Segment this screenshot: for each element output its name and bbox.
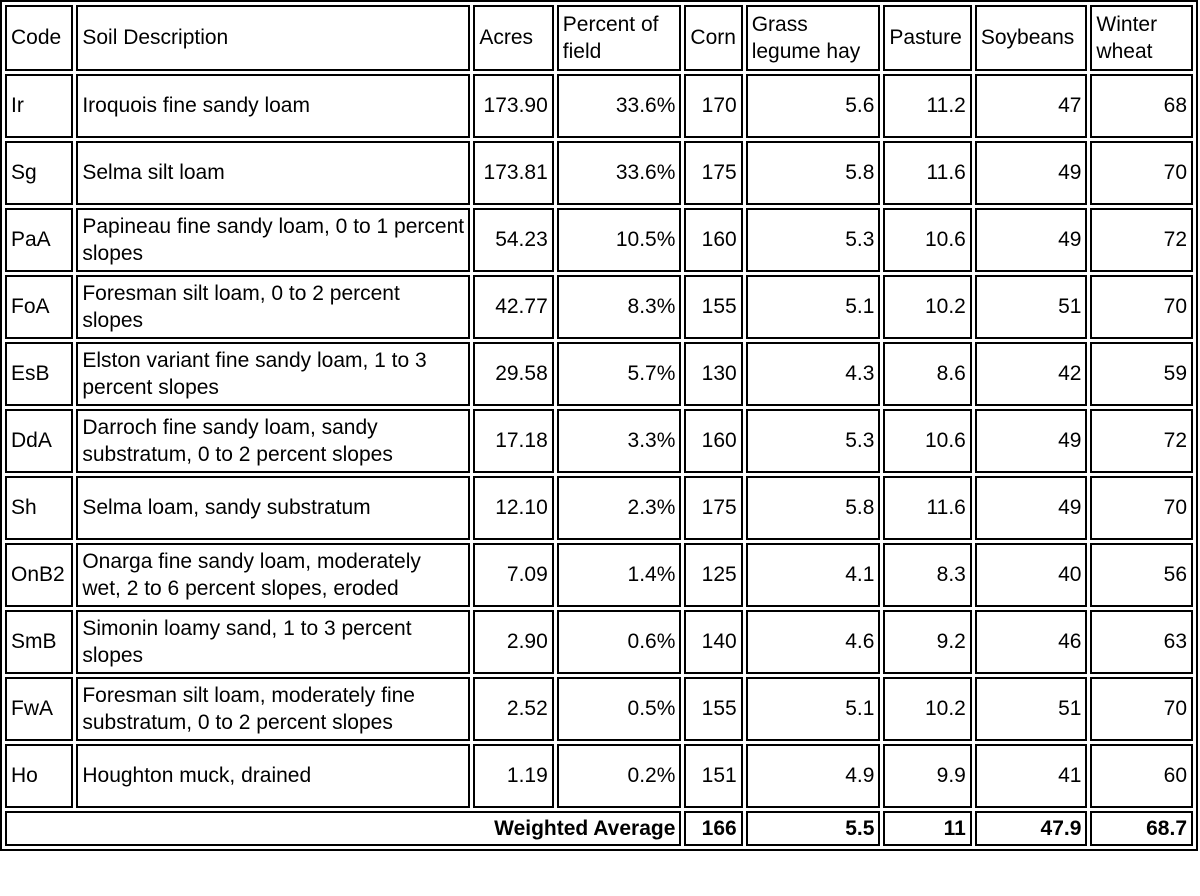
cell-winter-wheat: 63 (1090, 610, 1193, 674)
cell-code: EsB (5, 342, 73, 406)
cell-corn: 151 (684, 744, 742, 808)
table-row (5, 208, 1193, 272)
table-header-row (5, 5, 1193, 71)
cell-pasture: 10.6 (883, 208, 971, 272)
cell-percent-of-field: 3.3% (557, 409, 682, 473)
avg-grass-legume-hay: 5.5 (746, 811, 881, 846)
cell-grass-legume-hay: 5.8 (746, 141, 881, 205)
cell-code: Ir (5, 74, 73, 138)
cell-percent-of-field: 1.4% (557, 543, 682, 607)
cell-percent-of-field: 0.6% (557, 610, 682, 674)
cell-percent-of-field: 0.2% (557, 744, 682, 808)
avg-soybeans: 47.9 (975, 811, 1088, 846)
cell-corn: 140 (684, 610, 742, 674)
cell-code: Sg (5, 141, 73, 205)
cell-percent-of-field: 0.5% (557, 677, 682, 741)
table-row (5, 409, 1193, 473)
cell-winter-wheat: 68 (1090, 74, 1193, 138)
cell-corn: 160 (684, 208, 742, 272)
cell-soybeans: 51 (975, 275, 1088, 339)
cell-grass-legume-hay: 5.8 (746, 476, 881, 540)
cell-corn: 175 (684, 141, 742, 205)
table-row (5, 275, 1193, 339)
cell-acres: 173.90 (473, 74, 553, 138)
col-header-grass-legume-hay: Grass legume hay (746, 5, 881, 71)
cell-soil-description: Foresman silt loam, 0 to 2 percent slopes (76, 275, 470, 339)
cell-corn: 160 (684, 409, 742, 473)
col-header-soybeans: Soybeans (975, 5, 1088, 71)
cell-soil-description: Darroch fine sandy loam, sandy substratum, 0 to 2 percent slopes (76, 409, 470, 473)
cell-code: PaA (5, 208, 73, 272)
cell-grass-legume-hay: 5.3 (746, 409, 881, 473)
col-header-acres: Acres (473, 5, 553, 71)
cell-acres: 2.90 (473, 610, 553, 674)
avg-pasture: 11 (883, 811, 971, 846)
cell-soybeans: 41 (975, 744, 1088, 808)
cell-percent-of-field: 5.7% (557, 342, 682, 406)
col-header-corn: Corn (684, 5, 742, 71)
cell-acres: 173.81 (473, 141, 553, 205)
cell-acres: 17.18 (473, 409, 553, 473)
cell-corn: 175 (684, 476, 742, 540)
cell-pasture: 10.2 (883, 677, 971, 741)
cell-soil-description: Selma silt loam (76, 141, 470, 205)
cell-grass-legume-hay: 5.3 (746, 208, 881, 272)
cell-acres: 12.10 (473, 476, 553, 540)
avg-corn: 166 (684, 811, 742, 846)
cell-percent-of-field: 10.5% (557, 208, 682, 272)
weighted-average-row (5, 811, 1193, 846)
cell-winter-wheat: 72 (1090, 208, 1193, 272)
cell-acres: 2.52 (473, 677, 553, 741)
cell-soil-description: Selma loam, sandy substratum (76, 476, 470, 540)
table-row (5, 610, 1193, 674)
cell-acres: 7.09 (473, 543, 553, 607)
col-header-pasture: Pasture (883, 5, 971, 71)
table-row (5, 342, 1193, 406)
cell-grass-legume-hay: 4.3 (746, 342, 881, 406)
cell-soybeans: 47 (975, 74, 1088, 138)
cell-soybeans: 49 (975, 208, 1088, 272)
cell-acres: 1.19 (473, 744, 553, 808)
cell-acres: 29.58 (473, 342, 553, 406)
cell-percent-of-field: 8.3% (557, 275, 682, 339)
cell-corn: 155 (684, 677, 742, 741)
cell-acres: 54.23 (473, 208, 553, 272)
cell-grass-legume-hay: 5.1 (746, 275, 881, 339)
cell-winter-wheat: 72 (1090, 409, 1193, 473)
cell-soil-description: Iroquois fine sandy loam (76, 74, 470, 138)
cell-code: FoA (5, 275, 73, 339)
cell-soybeans: 40 (975, 543, 1088, 607)
cell-percent-of-field: 33.6% (557, 141, 682, 205)
cell-acres: 42.77 (473, 275, 553, 339)
cell-soybeans: 46 (975, 610, 1088, 674)
cell-code: DdA (5, 409, 73, 473)
cell-code: Ho (5, 744, 73, 808)
cell-pasture: 8.3 (883, 543, 971, 607)
cell-soybeans: 42 (975, 342, 1088, 406)
table-row (5, 677, 1193, 741)
cell-code: OnB2 (5, 543, 73, 607)
cell-code: Sh (5, 476, 73, 540)
cell-soil-description: Onarga fine sandy loam, moderately wet, 2 to 6 percent slopes, eroded (76, 543, 470, 607)
cell-soybeans: 49 (975, 141, 1088, 205)
cell-pasture: 9.9 (883, 744, 971, 808)
table-row (5, 543, 1193, 607)
weighted-average-label: Weighted Average (5, 811, 681, 846)
col-header-code: Code (5, 5, 73, 71)
cell-pasture: 10.2 (883, 275, 971, 339)
cell-winter-wheat: 70 (1090, 275, 1193, 339)
cell-corn: 170 (684, 74, 742, 138)
cell-winter-wheat: 60 (1090, 744, 1193, 808)
cell-corn: 130 (684, 342, 742, 406)
cell-soil-description: Elston variant fine sandy loam, 1 to 3 percent slopes (76, 342, 470, 406)
cell-corn: 155 (684, 275, 742, 339)
cell-code: SmB (5, 610, 73, 674)
cell-winter-wheat: 56 (1090, 543, 1193, 607)
cell-pasture: 9.2 (883, 610, 971, 674)
avg-winter-wheat: 68.7 (1090, 811, 1193, 846)
cell-soil-description: Simonin loamy sand, 1 to 3 percent slopes (76, 610, 470, 674)
cell-soil-description: Houghton muck, drained (76, 744, 470, 808)
cell-soybeans: 49 (975, 476, 1088, 540)
cell-soil-description: Papineau fine sandy loam, 0 to 1 percent slopes (76, 208, 470, 272)
cell-corn: 125 (684, 543, 742, 607)
table-row (5, 744, 1193, 808)
cell-winter-wheat: 70 (1090, 141, 1193, 205)
cell-pasture: 8.6 (883, 342, 971, 406)
col-header-soil-description: Soil Description (76, 5, 470, 71)
table-row (5, 476, 1193, 540)
col-header-percent-of-field: Percent of field (557, 5, 682, 71)
cell-percent-of-field: 2.3% (557, 476, 682, 540)
table-row (5, 74, 1193, 138)
col-header-winter-wheat: Winter wheat (1090, 5, 1193, 71)
cell-grass-legume-hay: 4.9 (746, 744, 881, 808)
cell-pasture: 11.2 (883, 74, 971, 138)
cell-winter-wheat: 70 (1090, 476, 1193, 540)
cell-soybeans: 51 (975, 677, 1088, 741)
cell-grass-legume-hay: 5.6 (746, 74, 881, 138)
cell-grass-legume-hay: 4.1 (746, 543, 881, 607)
cell-pasture: 10.6 (883, 409, 971, 473)
cell-grass-legume-hay: 5.1 (746, 677, 881, 741)
cell-pasture: 11.6 (883, 141, 971, 205)
table-row (5, 141, 1193, 205)
cell-soil-description: Foresman silt loam, moderately fine substratum, 0 to 2 percent slopes (76, 677, 470, 741)
cell-grass-legume-hay: 4.6 (746, 610, 881, 674)
cell-soybeans: 49 (975, 409, 1088, 473)
cell-winter-wheat: 59 (1090, 342, 1193, 406)
cell-code: FwA (5, 677, 73, 741)
cell-pasture: 11.6 (883, 476, 971, 540)
cell-percent-of-field: 33.6% (557, 74, 682, 138)
cell-winter-wheat: 70 (1090, 677, 1193, 741)
